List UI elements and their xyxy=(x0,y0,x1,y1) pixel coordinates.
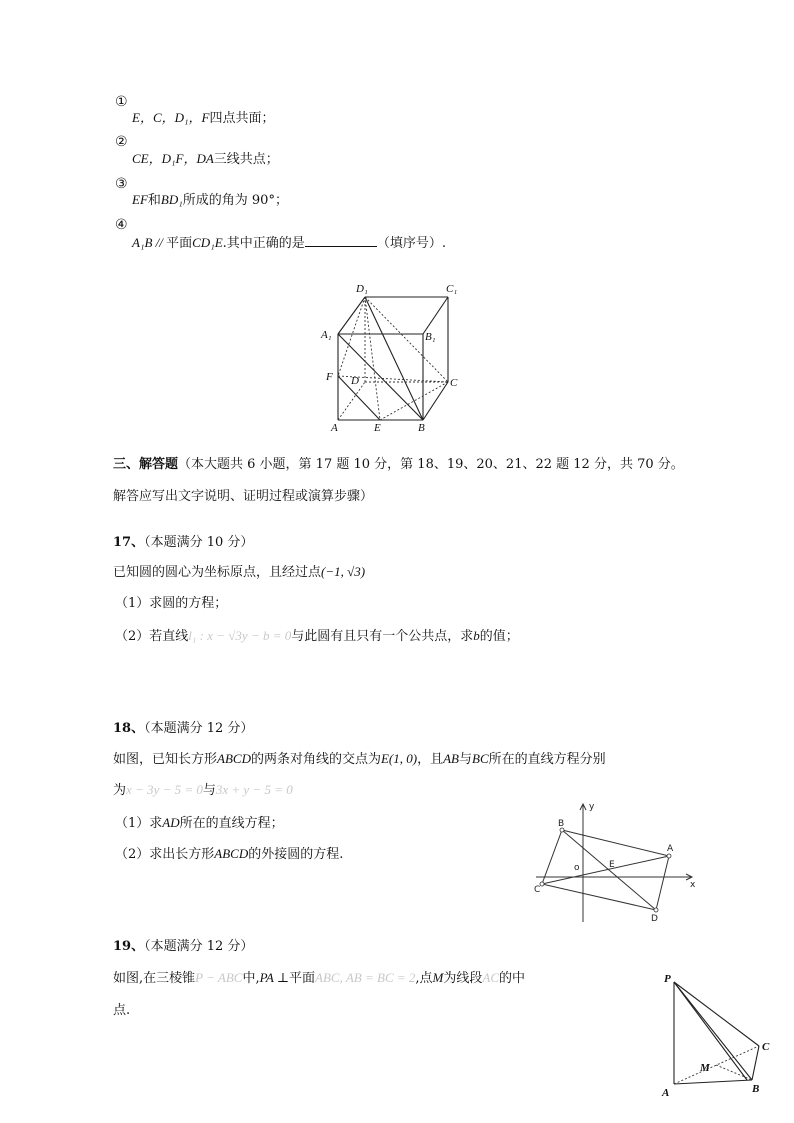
item-4-math: A₁B // xyxy=(132,235,167,250)
q17-score: （本题满分 10 分） xyxy=(144,535,254,550)
pyramid-label-b: B xyxy=(752,1083,760,1095)
q17-stem xyxy=(113,563,365,582)
q18-number: 18、 xyxy=(113,721,145,736)
item-2-text: 三线共点； xyxy=(213,152,279,167)
section-3-desc2: 解答应写出文字说明、证明过程或演算步骤） xyxy=(113,489,374,504)
graph-x-label: x xyxy=(690,880,696,890)
q19-ac: AC xyxy=(482,970,500,985)
q17-p2-c: 的值； xyxy=(479,629,519,644)
q17-part-2 xyxy=(115,627,519,646)
item-3-number: ③ xyxy=(115,176,128,192)
q18-part-1 xyxy=(115,814,284,833)
pyramid-label-a: A xyxy=(662,1087,670,1099)
q19-s2: 中, xyxy=(242,971,260,986)
q17-stem-text: 已知圆的圆心为坐标原点，且经过点 xyxy=(113,565,322,580)
item-1-text: 四点共面； xyxy=(209,111,275,126)
answer-blank[interactable] xyxy=(305,234,377,247)
item-3-mid: 和 xyxy=(147,193,161,208)
q19-tri: P − ABC xyxy=(195,970,243,985)
graph-y-label: y xyxy=(589,802,595,812)
q19-s3: 平面 xyxy=(289,971,316,986)
label-d: D xyxy=(351,375,359,387)
q18-graph xyxy=(530,798,702,926)
q18-s1b: 的两条对角线的交点为 xyxy=(250,752,381,767)
edge-p-c xyxy=(674,982,759,1046)
q18-bc: BC xyxy=(472,751,489,766)
graph-b-label: B xyxy=(558,819,565,829)
graph-origin-label: o xyxy=(574,863,580,873)
label-a1: A₁ xyxy=(321,329,332,341)
item-3-math2: BD₁ xyxy=(160,192,183,207)
label-c1: C₁ xyxy=(446,283,458,295)
graph-e-label: E xyxy=(609,860,615,870)
q18-score: （本题满分 12 分） xyxy=(144,721,254,736)
edge-b-c xyxy=(752,1046,759,1080)
q17-part-1: （1）求圆的方程； xyxy=(115,596,228,611)
q19-cond: PA ⊥ xyxy=(259,970,290,985)
pyramid-label-p: P xyxy=(664,973,671,985)
edge-c1-b1 xyxy=(423,297,448,334)
q18-s1e: 所在的直线方程分别 xyxy=(488,752,606,767)
edge-d1-b xyxy=(365,297,423,420)
item-4-math2: CD₁E xyxy=(192,235,223,250)
q18-p2a: （2）求出长方形 xyxy=(115,847,215,862)
q18-point: E(1, 0) xyxy=(380,751,418,766)
item-3 xyxy=(132,191,288,210)
q18-stem-line-2 xyxy=(113,781,293,800)
q18-ab: AB xyxy=(443,751,459,766)
q19-header xyxy=(113,938,253,956)
q17-point: (−1, √3) xyxy=(321,564,366,579)
q18-s2a: 为 xyxy=(113,783,127,798)
section-3-header xyxy=(113,456,684,474)
point-c xyxy=(540,882,544,886)
q19-number: 19、 xyxy=(113,939,145,954)
q17-number: 17、 xyxy=(113,535,145,550)
item-1 xyxy=(132,109,274,128)
q18-rect: ABCD xyxy=(217,751,251,766)
label-b1: B₁ xyxy=(425,331,436,343)
q18-eq2: 3x + y − 5 = 0 xyxy=(215,782,293,797)
q17-p2-line: l₁ : x − √3y − b = 0 xyxy=(188,628,292,643)
q17-header xyxy=(113,534,253,552)
item-4-mid: 平面 xyxy=(166,236,193,251)
graph-c-label: C xyxy=(534,885,541,895)
graph-d-label: D xyxy=(651,914,658,924)
item-4-number: ④ xyxy=(115,217,128,233)
q18-s1c: ，且 xyxy=(417,752,444,767)
edge-a1-d1 xyxy=(338,297,365,334)
label-a: A xyxy=(331,422,338,434)
label-d1: D₁ xyxy=(356,283,368,295)
pyramid-label-c: C xyxy=(762,1041,770,1053)
diagonal-ac xyxy=(542,856,669,884)
q18-part-2 xyxy=(115,845,343,864)
q19-pyramid-figure xyxy=(652,968,782,1100)
edge-a-b xyxy=(674,1080,752,1084)
q19-stem-line-1 xyxy=(113,969,525,988)
q19-stem-line-2: 点. xyxy=(113,1003,131,1018)
q19-s6: 的中 xyxy=(499,971,526,986)
label-b: B xyxy=(418,422,425,434)
pyramid-label-m: M xyxy=(700,1062,710,1074)
point-d xyxy=(654,908,658,912)
q18-s1d: 与 xyxy=(459,752,473,767)
graph-a-label: A xyxy=(667,844,674,854)
edge-b-c xyxy=(423,382,448,420)
edge-p-m xyxy=(674,982,747,1080)
q18-p2b: 的外接圆的方程. xyxy=(248,847,344,862)
label-f: F xyxy=(326,371,333,383)
q17-p2-var: b xyxy=(473,628,480,643)
q18-eq1: x − 3y − 5 = 0 xyxy=(126,782,203,797)
q19-s5: 为线段 xyxy=(443,971,483,986)
q17-p2-b: 与此圆有且只有一个公共点，求 xyxy=(291,629,474,644)
q18-stem-line-1 xyxy=(113,750,606,769)
q18-s1a: 如图，已知长方形 xyxy=(113,752,218,767)
item-4 xyxy=(132,234,446,253)
q18-header xyxy=(113,720,253,738)
label-e: E xyxy=(374,422,381,434)
q18-ad: AD xyxy=(162,815,180,830)
label-c: C xyxy=(450,377,458,389)
edge-d1-c xyxy=(365,297,448,382)
q19-s4: ,点 xyxy=(415,971,433,986)
point-a xyxy=(667,854,671,858)
q18-p1b: 所在的直线方程； xyxy=(179,816,284,831)
edge-a-d xyxy=(338,382,365,420)
q17-p2-a: （2）若直线 xyxy=(115,629,189,644)
item-3-text: 所成的角为 90°； xyxy=(182,193,288,208)
item-4-text: .其中正确的是 xyxy=(222,236,305,251)
item-3-math: EF xyxy=(132,192,148,207)
item-2 xyxy=(132,150,279,169)
q18-rect-2: ABCD xyxy=(214,846,249,861)
item-2-math: CE，D₁F，DA xyxy=(132,151,214,166)
item-1-math: E，C，D₁，F xyxy=(132,110,210,125)
edge-d1-f xyxy=(338,297,365,376)
cube-figure xyxy=(318,278,468,438)
q19-abc: ABC, AB = BC = 2 xyxy=(315,970,416,985)
q18-p1a: （1）求 xyxy=(115,816,163,831)
edge-d1-e xyxy=(365,297,380,420)
item-4-suffix: （填序号）. xyxy=(376,236,446,251)
q19-m: M xyxy=(432,970,444,985)
section-3-desc: （本大题共 6 小题，第 17 题 10 分，第 18、19、20、21、22 题 12 分，共 70 分。 xyxy=(178,457,684,472)
q18-s2b: 与 xyxy=(202,783,216,798)
item-2-number: ② xyxy=(115,134,128,150)
edge-f-e xyxy=(338,376,380,420)
edge-p-b xyxy=(674,982,752,1080)
item-1-number: ① xyxy=(115,94,128,110)
q19-score: （本题满分 12 分） xyxy=(144,939,254,954)
q19-s1: 如图,在三棱锥 xyxy=(113,971,196,986)
section-3-title: 三、解答题 xyxy=(113,457,179,472)
